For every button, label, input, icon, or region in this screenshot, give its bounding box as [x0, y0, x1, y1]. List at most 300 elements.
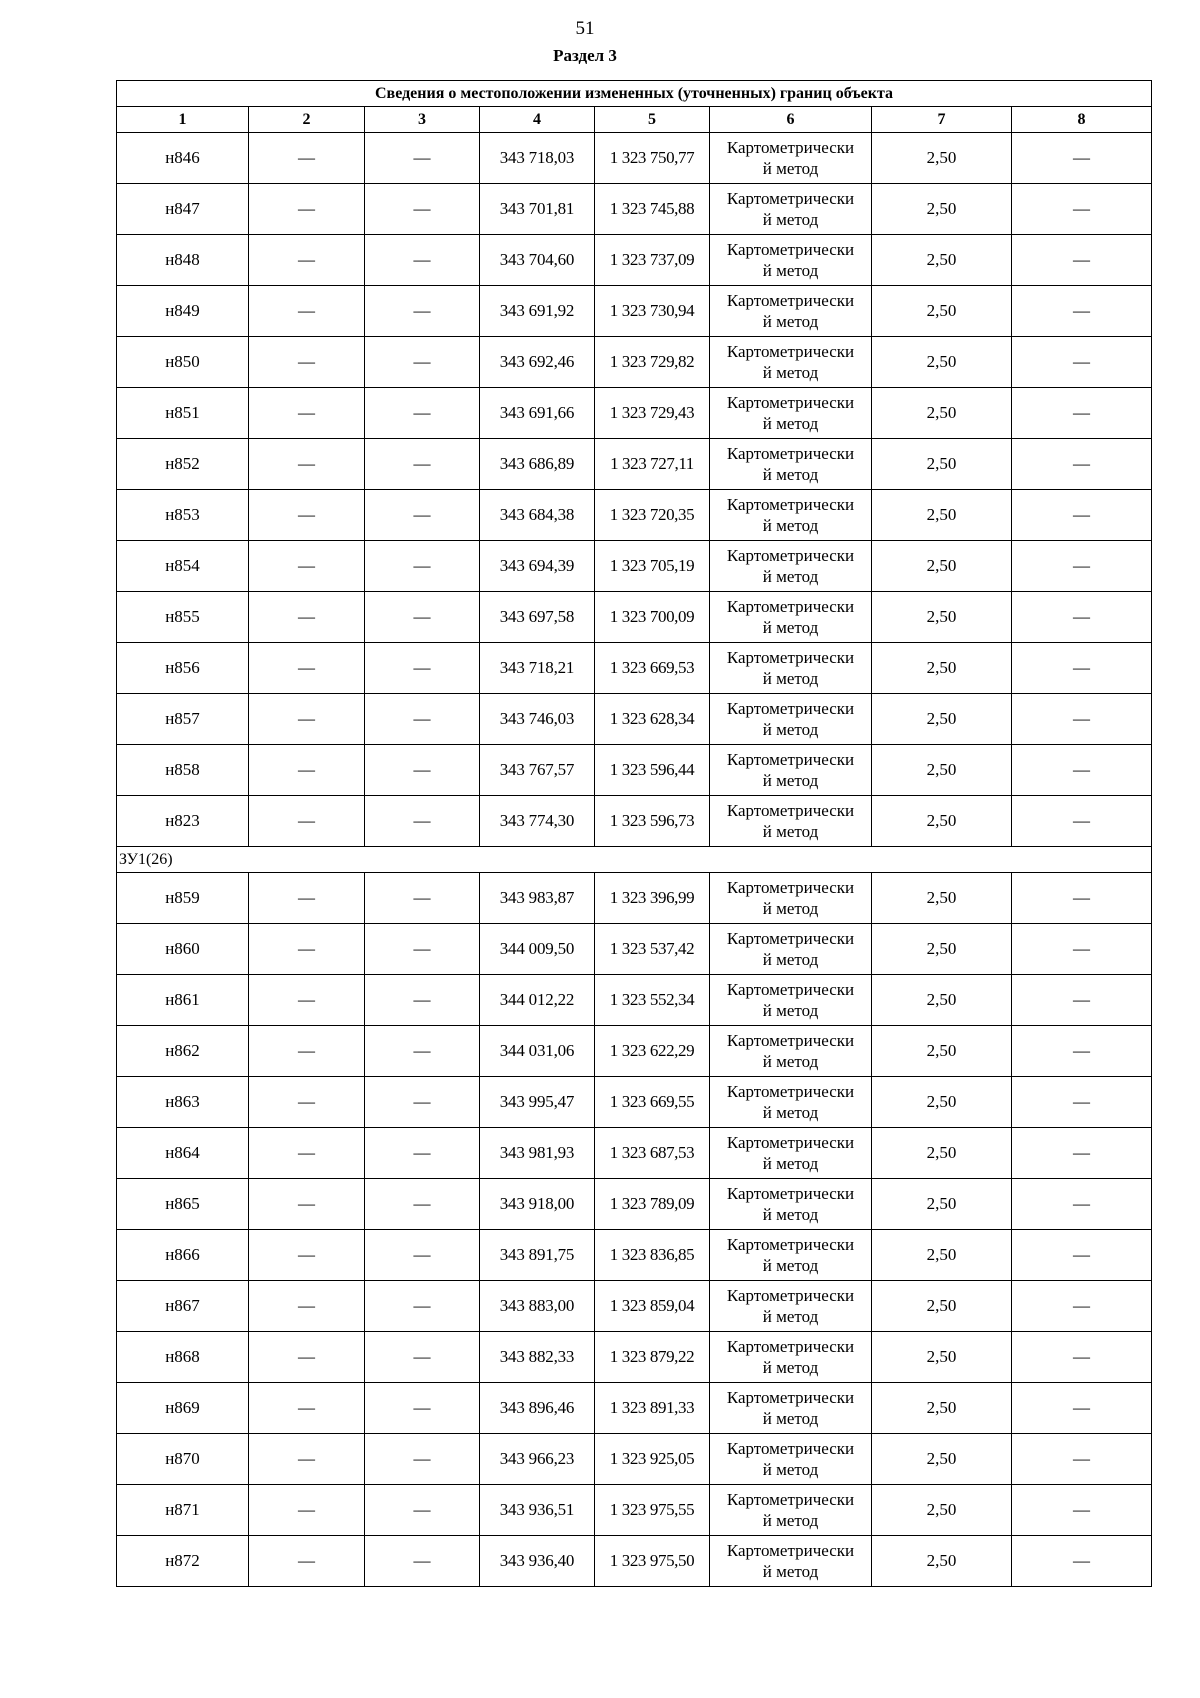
col3-cell: —	[365, 1077, 480, 1128]
method-line-2: й метод	[762, 950, 819, 969]
col8-cell: —	[1012, 643, 1152, 694]
method-line-1: Картометрически	[726, 1337, 855, 1356]
col8-cell: —	[1012, 1077, 1152, 1128]
table-row	[117, 1026, 1152, 1077]
method-line-1: Картометрически	[726, 1082, 855, 1101]
group-row	[117, 847, 1152, 873]
y-coordinate-cell: 1 323 687,53	[595, 1128, 710, 1179]
method-cell	[710, 184, 872, 235]
col3-cell: —	[365, 184, 480, 235]
x-coordinate-cell: 343 983,87	[480, 873, 595, 924]
method-line-2: й метод	[762, 1562, 819, 1581]
method-line-2: й метод	[762, 363, 819, 382]
col8-cell: —	[1012, 1179, 1152, 1230]
point-id-cell: н870	[117, 1434, 249, 1485]
col2-cell: —	[249, 745, 365, 796]
x-coordinate-cell: 343 882,33	[480, 1332, 595, 1383]
y-coordinate-cell: 1 323 745,88	[595, 184, 710, 235]
x-coordinate-cell: 343 701,81	[480, 184, 595, 235]
col8-cell: —	[1012, 1026, 1152, 1077]
method-line-1: Картометрически	[726, 495, 855, 514]
y-coordinate-cell: 1 323 700,09	[595, 592, 710, 643]
col8-cell: —	[1012, 388, 1152, 439]
col8-cell: —	[1012, 924, 1152, 975]
accuracy-cell: 2,50	[872, 337, 1012, 388]
point-id-cell: н857	[117, 694, 249, 745]
method-line-2: й метод	[762, 1052, 819, 1071]
method-cell	[710, 924, 872, 975]
x-coordinate-cell: 343 691,92	[480, 286, 595, 337]
x-coordinate-cell: 343 746,03	[480, 694, 595, 745]
y-coordinate-cell: 1 323 789,09	[595, 1179, 710, 1230]
accuracy-cell: 2,50	[872, 490, 1012, 541]
x-coordinate-cell: 343 936,40	[480, 1536, 595, 1587]
x-coordinate-cell: 343 694,39	[480, 541, 595, 592]
y-coordinate-cell: 1 323 975,50	[595, 1536, 710, 1587]
accuracy-cell: 2,50	[872, 694, 1012, 745]
col2-cell: —	[249, 1281, 365, 1332]
method-cell	[710, 745, 872, 796]
col3-cell: —	[365, 975, 480, 1026]
point-id-cell: н868	[117, 1332, 249, 1383]
method-cell	[710, 1230, 872, 1281]
table-row	[117, 1383, 1152, 1434]
x-coordinate-cell: 343 691,66	[480, 388, 595, 439]
column-number-6: 6	[710, 107, 872, 133]
column-number-5: 5	[595, 107, 710, 133]
x-coordinate-cell: 343 767,57	[480, 745, 595, 796]
col3-cell: —	[365, 796, 480, 847]
table-row	[117, 235, 1152, 286]
coordinates-table	[116, 80, 1152, 1587]
point-id-cell: н871	[117, 1485, 249, 1536]
col2-cell: —	[249, 1128, 365, 1179]
col2-cell: —	[249, 1026, 365, 1077]
table-caption: Сведения о местоположении измененных (уточненных) границ объекта	[117, 81, 1152, 107]
col8-cell: —	[1012, 592, 1152, 643]
col3-cell: —	[365, 1128, 480, 1179]
y-coordinate-cell: 1 323 669,55	[595, 1077, 710, 1128]
x-coordinate-cell: 343 918,00	[480, 1179, 595, 1230]
column-number-7: 7	[872, 107, 1012, 133]
x-coordinate-cell: 343 704,60	[480, 235, 595, 286]
col3-cell: —	[365, 1383, 480, 1434]
column-number-row	[117, 107, 1152, 133]
method-line-2: й метод	[762, 822, 819, 841]
y-coordinate-cell: 1 323 975,55	[595, 1485, 710, 1536]
method-cell	[710, 490, 872, 541]
table-row	[117, 873, 1152, 924]
accuracy-cell: 2,50	[872, 592, 1012, 643]
point-id-cell: н872	[117, 1536, 249, 1587]
method-line-1: Картометрически	[726, 240, 855, 259]
col3-cell: —	[365, 337, 480, 388]
accuracy-cell: 2,50	[872, 643, 1012, 694]
table-row	[117, 1434, 1152, 1485]
method-cell	[710, 975, 872, 1026]
col3-cell: —	[365, 1434, 480, 1485]
table-row	[117, 745, 1152, 796]
method-line-1: Картометрически	[726, 1133, 855, 1152]
point-id-cell: н867	[117, 1281, 249, 1332]
col2-cell: —	[249, 541, 365, 592]
method-line-2: й метод	[762, 159, 819, 178]
table-row	[117, 337, 1152, 388]
col8-cell: —	[1012, 1485, 1152, 1536]
method-cell	[710, 235, 872, 286]
y-coordinate-cell: 1 323 727,11	[595, 439, 710, 490]
col2-cell: —	[249, 439, 365, 490]
table-row	[117, 439, 1152, 490]
point-id-cell: н856	[117, 643, 249, 694]
method-line-1: Картометрически	[726, 1235, 855, 1254]
col8-cell: —	[1012, 286, 1152, 337]
accuracy-cell: 2,50	[872, 541, 1012, 592]
col3-cell: —	[365, 643, 480, 694]
method-cell	[710, 873, 872, 924]
table-caption-row	[117, 81, 1152, 107]
x-coordinate-cell: 343 995,47	[480, 1077, 595, 1128]
col8-cell: —	[1012, 1230, 1152, 1281]
col2-cell: —	[249, 1332, 365, 1383]
method-cell	[710, 796, 872, 847]
method-cell	[710, 643, 872, 694]
accuracy-cell: 2,50	[872, 745, 1012, 796]
method-line-2: й метод	[762, 1256, 819, 1275]
method-line-1: Картометрически	[726, 291, 855, 310]
table-row	[117, 1536, 1152, 1587]
point-id-cell: н860	[117, 924, 249, 975]
table-row	[117, 388, 1152, 439]
y-coordinate-cell: 1 323 750,77	[595, 133, 710, 184]
col3-cell: —	[365, 1230, 480, 1281]
col3-cell: —	[365, 388, 480, 439]
y-coordinate-cell: 1 323 622,29	[595, 1026, 710, 1077]
col8-cell: —	[1012, 1536, 1152, 1587]
method-cell	[710, 541, 872, 592]
x-coordinate-cell: 343 883,00	[480, 1281, 595, 1332]
column-number-4: 4	[480, 107, 595, 133]
y-coordinate-cell: 1 323 552,34	[595, 975, 710, 1026]
accuracy-cell: 2,50	[872, 924, 1012, 975]
col2-cell: —	[249, 873, 365, 924]
col3-cell: —	[365, 1179, 480, 1230]
col3-cell: —	[365, 235, 480, 286]
method-line-2: й метод	[762, 1358, 819, 1377]
x-coordinate-cell: 343 686,89	[480, 439, 595, 490]
point-id-cell: н846	[117, 133, 249, 184]
method-cell	[710, 1026, 872, 1077]
x-coordinate-cell: 343 774,30	[480, 796, 595, 847]
column-number-3: 3	[365, 107, 480, 133]
method-line-1: Картометрически	[726, 597, 855, 616]
method-line-2: й метод	[762, 1409, 819, 1428]
x-coordinate-cell: 343 891,75	[480, 1230, 595, 1281]
col2-cell: —	[249, 796, 365, 847]
point-id-cell: н855	[117, 592, 249, 643]
method-line-2: й метод	[762, 516, 819, 535]
col2-cell: —	[249, 286, 365, 337]
accuracy-cell: 2,50	[872, 1077, 1012, 1128]
col3-cell: —	[365, 1026, 480, 1077]
method-line-1: Картометрически	[726, 138, 855, 157]
method-line-2: й метод	[762, 720, 819, 739]
col2-cell: —	[249, 337, 365, 388]
y-coordinate-cell: 1 323 596,73	[595, 796, 710, 847]
method-line-1: Картометрически	[726, 1439, 855, 1458]
method-line-2: й метод	[762, 771, 819, 790]
method-line-2: й метод	[762, 261, 819, 280]
col2-cell: —	[249, 1077, 365, 1128]
method-line-1: Картометрически	[726, 444, 855, 463]
col8-cell: —	[1012, 1128, 1152, 1179]
col8-cell: —	[1012, 796, 1152, 847]
col2-cell: —	[249, 1230, 365, 1281]
col8-cell: —	[1012, 490, 1152, 541]
point-id-cell: н853	[117, 490, 249, 541]
method-line-1: Картометрически	[726, 1388, 855, 1407]
col8-cell: —	[1012, 873, 1152, 924]
method-line-2: й метод	[762, 465, 819, 484]
col8-cell: —	[1012, 1281, 1152, 1332]
y-coordinate-cell: 1 323 737,09	[595, 235, 710, 286]
method-line-1: Картометрически	[726, 929, 855, 948]
col2-cell: —	[249, 1179, 365, 1230]
method-line-1: Картометрически	[726, 546, 855, 565]
x-coordinate-cell: 344 009,50	[480, 924, 595, 975]
x-coordinate-cell: 343 936,51	[480, 1485, 595, 1536]
table-row	[117, 924, 1152, 975]
method-cell	[710, 1179, 872, 1230]
table-row	[117, 1179, 1152, 1230]
point-id-cell: н859	[117, 873, 249, 924]
point-id-cell: н865	[117, 1179, 249, 1230]
y-coordinate-cell: 1 323 729,43	[595, 388, 710, 439]
point-id-cell: н847	[117, 184, 249, 235]
table-row	[117, 1128, 1152, 1179]
col2-cell: —	[249, 133, 365, 184]
method-line-2: й метод	[762, 1001, 819, 1020]
x-coordinate-cell: 343 896,46	[480, 1383, 595, 1434]
point-id-cell: н861	[117, 975, 249, 1026]
col3-cell: —	[365, 873, 480, 924]
point-id-cell: н851	[117, 388, 249, 439]
column-number-2: 2	[249, 107, 365, 133]
method-line-1: Картометрически	[726, 648, 855, 667]
table-row	[117, 1485, 1152, 1536]
col3-cell: —	[365, 133, 480, 184]
y-coordinate-cell: 1 323 859,04	[595, 1281, 710, 1332]
method-line-1: Картометрически	[726, 393, 855, 412]
accuracy-cell: 2,50	[872, 1434, 1012, 1485]
method-line-1: Картометрически	[726, 189, 855, 208]
method-line-1: Картометрически	[726, 1031, 855, 1050]
method-line-2: й метод	[762, 414, 819, 433]
y-coordinate-cell: 1 323 836,85	[595, 1230, 710, 1281]
accuracy-cell: 2,50	[872, 286, 1012, 337]
col2-cell: —	[249, 1536, 365, 1587]
table-row	[117, 184, 1152, 235]
group-label: ЗУ1(26)	[117, 847, 1152, 873]
method-line-1: Картометрически	[726, 1184, 855, 1203]
col2-cell: —	[249, 643, 365, 694]
y-coordinate-cell: 1 323 705,19	[595, 541, 710, 592]
method-line-2: й метод	[762, 1460, 819, 1479]
col2-cell: —	[249, 975, 365, 1026]
section-title: Раздел 3	[553, 46, 617, 65]
accuracy-cell: 2,50	[872, 1332, 1012, 1383]
method-cell	[710, 1077, 872, 1128]
method-cell	[710, 1332, 872, 1383]
x-coordinate-cell: 343 697,58	[480, 592, 595, 643]
accuracy-cell: 2,50	[872, 1230, 1012, 1281]
accuracy-cell: 2,50	[872, 1026, 1012, 1077]
point-id-cell: н863	[117, 1077, 249, 1128]
accuracy-cell: 2,50	[872, 1485, 1012, 1536]
method-cell	[710, 133, 872, 184]
accuracy-cell: 2,50	[872, 235, 1012, 286]
accuracy-cell: 2,50	[872, 873, 1012, 924]
table-row	[117, 1281, 1152, 1332]
accuracy-cell: 2,50	[872, 796, 1012, 847]
y-coordinate-cell: 1 323 596,44	[595, 745, 710, 796]
y-coordinate-cell: 1 323 879,22	[595, 1332, 710, 1383]
method-cell	[710, 694, 872, 745]
table-row	[117, 643, 1152, 694]
method-cell	[710, 439, 872, 490]
method-cell	[710, 592, 872, 643]
col3-cell: —	[365, 745, 480, 796]
table-row	[117, 975, 1152, 1026]
method-line-2: й метод	[762, 1154, 819, 1173]
method-line-1: Картометрически	[726, 801, 855, 820]
method-line-1: Картометрически	[726, 750, 855, 769]
point-id-cell: н866	[117, 1230, 249, 1281]
method-line-2: й метод	[762, 1103, 819, 1122]
method-line-1: Картометрически	[726, 1490, 855, 1509]
y-coordinate-cell: 1 323 720,35	[595, 490, 710, 541]
column-number-8: 8	[1012, 107, 1152, 133]
col8-cell: —	[1012, 133, 1152, 184]
point-id-cell: н849	[117, 286, 249, 337]
col3-cell: —	[365, 1485, 480, 1536]
col8-cell: —	[1012, 541, 1152, 592]
table-row	[117, 133, 1152, 184]
method-cell	[710, 1383, 872, 1434]
table-row	[117, 1230, 1152, 1281]
col2-cell: —	[249, 694, 365, 745]
point-id-cell: н823	[117, 796, 249, 847]
col8-cell: —	[1012, 235, 1152, 286]
method-line-1: Картометрически	[726, 342, 855, 361]
method-line-2: й метод	[762, 1307, 819, 1326]
accuracy-cell: 2,50	[872, 388, 1012, 439]
method-line-1: Картометрически	[726, 980, 855, 999]
page-number: 51	[575, 18, 595, 39]
method-cell	[710, 286, 872, 337]
x-coordinate-cell: 343 718,03	[480, 133, 595, 184]
col8-cell: —	[1012, 694, 1152, 745]
method-cell	[710, 1536, 872, 1587]
col2-cell: —	[249, 388, 365, 439]
accuracy-cell: 2,50	[872, 133, 1012, 184]
x-coordinate-cell: 343 692,46	[480, 337, 595, 388]
x-coordinate-cell: 344 012,22	[480, 975, 595, 1026]
method-line-2: й метод	[762, 210, 819, 229]
col8-cell: —	[1012, 1332, 1152, 1383]
accuracy-cell: 2,50	[872, 975, 1012, 1026]
col8-cell: —	[1012, 975, 1152, 1026]
table-row	[117, 490, 1152, 541]
table-row	[117, 694, 1152, 745]
col8-cell: —	[1012, 439, 1152, 490]
method-cell	[710, 1434, 872, 1485]
method-line-2: й метод	[762, 1205, 819, 1224]
col8-cell: —	[1012, 337, 1152, 388]
y-coordinate-cell: 1 323 396,99	[595, 873, 710, 924]
x-coordinate-cell: 343 981,93	[480, 1128, 595, 1179]
col2-cell: —	[249, 184, 365, 235]
table-row	[117, 286, 1152, 337]
point-id-cell: н850	[117, 337, 249, 388]
table-body	[117, 81, 1152, 1587]
method-cell	[710, 388, 872, 439]
method-line-2: й метод	[762, 669, 819, 688]
method-line-1: Картометрически	[726, 1541, 855, 1560]
accuracy-cell: 2,50	[872, 1383, 1012, 1434]
accuracy-cell: 2,50	[872, 1536, 1012, 1587]
accuracy-cell: 2,50	[872, 1179, 1012, 1230]
accuracy-cell: 2,50	[872, 1281, 1012, 1332]
method-line-1: Картометрически	[726, 1286, 855, 1305]
col3-cell: —	[365, 1281, 480, 1332]
col8-cell: —	[1012, 745, 1152, 796]
table-row	[117, 1332, 1152, 1383]
col2-cell: —	[249, 490, 365, 541]
point-id-cell: н864	[117, 1128, 249, 1179]
point-id-cell: н869	[117, 1383, 249, 1434]
method-cell	[710, 1485, 872, 1536]
col8-cell: —	[1012, 1383, 1152, 1434]
col3-cell: —	[365, 924, 480, 975]
y-coordinate-cell: 1 323 537,42	[595, 924, 710, 975]
col3-cell: —	[365, 1536, 480, 1587]
col3-cell: —	[365, 490, 480, 541]
table-row	[117, 796, 1152, 847]
point-id-cell: н848	[117, 235, 249, 286]
col2-cell: —	[249, 235, 365, 286]
x-coordinate-cell: 343 684,38	[480, 490, 595, 541]
table-row	[117, 592, 1152, 643]
x-coordinate-cell: 343 718,21	[480, 643, 595, 694]
col3-cell: —	[365, 592, 480, 643]
x-coordinate-cell: 343 966,23	[480, 1434, 595, 1485]
col3-cell: —	[365, 541, 480, 592]
x-coordinate-cell: 344 031,06	[480, 1026, 595, 1077]
table-row	[117, 541, 1152, 592]
col3-cell: —	[365, 694, 480, 745]
col2-cell: —	[249, 592, 365, 643]
y-coordinate-cell: 1 323 729,82	[595, 337, 710, 388]
col2-cell: —	[249, 1383, 365, 1434]
point-id-cell: н862	[117, 1026, 249, 1077]
accuracy-cell: 2,50	[872, 439, 1012, 490]
method-line-2: й метод	[762, 312, 819, 331]
col3-cell: —	[365, 439, 480, 490]
accuracy-cell: 2,50	[872, 184, 1012, 235]
y-coordinate-cell: 1 323 730,94	[595, 286, 710, 337]
method-cell	[710, 1281, 872, 1332]
